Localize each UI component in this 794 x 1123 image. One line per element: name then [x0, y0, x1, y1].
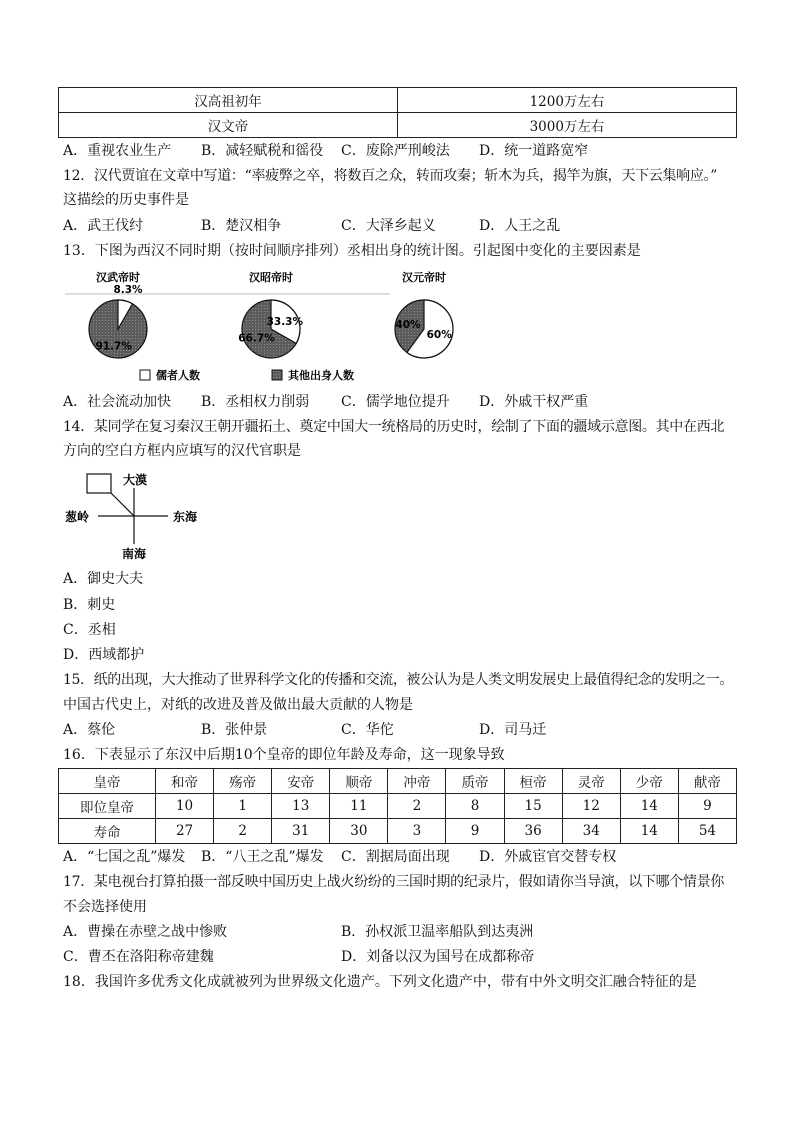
- option-d[interactable]: D．西域都护: [63, 647, 145, 663]
- legend-confucian-label: 儒者人数: [156, 369, 200, 382]
- option-d[interactable]: D．刘备以汉为国号在成都称帝: [341, 949, 535, 965]
- q15-stem-line2: 中国古代史上，对纸的改进及普及做出最大贡献的人物是: [63, 697, 413, 713]
- option-c[interactable]: C．儒学地位提升: [341, 394, 450, 410]
- pie-label-other: 91.7%: [95, 340, 132, 353]
- pie-label-other: 40%: [395, 318, 421, 331]
- option-d[interactable]: D．外戚宦官交替专权: [479, 849, 617, 865]
- pie-title: 汉武帝时: [96, 271, 140, 284]
- table-header-cell: 灵帝: [562, 769, 620, 794]
- table-cell: 汉高祖初年: [59, 88, 398, 113]
- option-c[interactable]: C．废除严刑峻法: [341, 143, 450, 159]
- table-cell: 14: [620, 819, 678, 844]
- east-label: 东海: [173, 510, 198, 524]
- table-cell: 9: [446, 819, 504, 844]
- table-cell: 寿命: [59, 819, 156, 844]
- q11-options: [63, 141, 743, 161]
- option-b[interactable]: B．刺史: [63, 597, 116, 613]
- table-row: [59, 113, 737, 138]
- table-cell: 即位皇帝: [59, 794, 156, 819]
- table-cell: 2: [388, 794, 446, 819]
- population-table: [58, 87, 737, 138]
- option-b[interactable]: B．孙权派卫温率船队到达夷洲: [341, 924, 534, 940]
- option-b[interactable]: B．丞相权力削弱: [201, 394, 310, 410]
- q12-stem-line1: 12．汉代贾谊在文章中写道：“率疲弊之卒，将数百之众，转而攻秦；斩木为兵，揭竿为旗，天下云集响应。”: [63, 168, 718, 184]
- pie-title: 汉元帝时: [402, 271, 446, 284]
- table-cell: 13: [272, 794, 330, 819]
- q13-stem: 13．下图为西汉不同时期（按时间顺序排列）丞相出身的统计图。引起图中变化的主要因素是: [63, 243, 641, 259]
- table-row: [59, 819, 737, 844]
- table-cell: 14: [620, 794, 678, 819]
- option-b[interactable]: B．减轻赋税和徭役: [201, 143, 324, 159]
- q14-stem-line2: 方向的空白方框内应填写的汉代官职是: [63, 443, 301, 459]
- table-cell: 31: [272, 819, 330, 844]
- table-header-cell: 质帝: [446, 769, 504, 794]
- west-label: 葱岭: [65, 510, 90, 524]
- table-header-cell: 和帝: [156, 769, 214, 794]
- table-header-cell: 冲帝: [388, 769, 446, 794]
- option-b[interactable]: B．楚汉相争: [201, 218, 282, 234]
- northwest-line: [111, 493, 134, 516]
- table-cell: 3000万左右: [398, 113, 737, 138]
- legend-swatch-other: [272, 370, 282, 380]
- territory-diagram: [60, 468, 220, 566]
- table-cell: 36: [504, 819, 562, 844]
- table-cell: 2: [214, 819, 272, 844]
- option-d[interactable]: D．人王之乱: [479, 218, 561, 234]
- table-cell: 汉文帝: [59, 113, 398, 138]
- option-c[interactable]: C．华佗: [341, 722, 394, 738]
- table-header-cell: 安帝: [272, 769, 330, 794]
- table-cell: 27: [156, 819, 214, 844]
- table-row: [59, 88, 737, 113]
- q17-options-row2: [63, 947, 743, 967]
- q14-stem-line1: 14．某同学在复习秦汉王朝开疆拓土、奠定中国大一统格局的历史时，绘制了下面的疆域示意图。其中在西北: [63, 419, 725, 435]
- q12-stem-line2: 这描绘的历史事件是: [63, 192, 189, 208]
- pie-label-confucian: 60%: [426, 328, 452, 341]
- table-cell: 3: [388, 819, 446, 844]
- table-cell: 8: [446, 794, 504, 819]
- table-cell: 9: [678, 794, 736, 819]
- table-cell: 12: [562, 794, 620, 819]
- pie-label-confucian: 8.3%: [113, 284, 143, 296]
- table-header-cell: 献帝: [678, 769, 736, 794]
- table-header-cell: 桓帝: [504, 769, 562, 794]
- q16-options: [63, 847, 743, 867]
- blank-box: [87, 474, 111, 493]
- table-header-row: [59, 769, 737, 794]
- south-label: 南海: [122, 547, 147, 561]
- legend-other-label: 其他出身人数: [288, 369, 354, 382]
- option-b[interactable]: B．“八王之乱”爆发: [201, 849, 324, 865]
- q15-stem-line1: 15．纸的出现，大大推动了世界科学文化的传播和交流，被公认为是人类文明发展史上最值得纪念的发明之一。: [63, 672, 733, 688]
- option-a[interactable]: A．“七国之乱”爆发: [63, 849, 186, 865]
- option-b[interactable]: B．张仲景: [201, 722, 268, 738]
- emperor-table: [58, 768, 737, 844]
- q17-stem-line2: 不会选择使用: [63, 899, 147, 915]
- table-cell: 54: [678, 819, 736, 844]
- option-c[interactable]: C．割据局面出现: [341, 849, 450, 865]
- option-c[interactable]: C．曹丕在洛阳称帝建魏: [63, 949, 214, 965]
- table-header-cell: 少帝: [620, 769, 678, 794]
- option-c[interactable]: C．大泽乡起义: [341, 218, 436, 234]
- q17-stem-line1: 17．某电视台打算拍摄一部反映中国历史上战火纷纷的三国时期的纪录片，假如请你当导演，以下哪个情景你: [63, 874, 725, 890]
- option-d[interactable]: D．统一道路宽窄: [479, 143, 589, 159]
- table-cell: 15: [504, 794, 562, 819]
- table-header-cell: 顺帝: [330, 769, 388, 794]
- q12-options: [63, 216, 743, 236]
- table-cell: 1200万左右: [398, 88, 737, 113]
- pie-title: 汉昭帝时: [249, 271, 293, 284]
- table-row: [59, 794, 737, 819]
- option-a[interactable]: A．武王伐纣: [63, 218, 144, 234]
- table-cell: 11: [330, 794, 388, 819]
- pie-label-other: 66.7%: [238, 332, 275, 345]
- q13-options: [63, 392, 743, 412]
- q17-options-row1: [63, 922, 743, 942]
- table-cell: 1: [214, 794, 272, 819]
- option-a[interactable]: A．社会流动加快: [63, 394, 172, 410]
- q18-stem: 18．我国许多优秀文化成就被列为世界级文化遗产。下列文化遗产中，带有中外文明交汇融合特征的是: [63, 974, 697, 990]
- table-cell: 10: [156, 794, 214, 819]
- table-header-cell: 皇帝: [59, 769, 156, 794]
- table-cell: 34: [562, 819, 620, 844]
- q15-options: [63, 720, 743, 740]
- pies-group: [89, 270, 453, 358]
- pie-label-confucian: 33.3%: [266, 316, 304, 329]
- option-d[interactable]: D．外戚干权严重: [479, 394, 589, 410]
- pie-chart-figure: [60, 266, 460, 388]
- option-a[interactable]: A．重视农业生产: [63, 143, 172, 159]
- legend-swatch-confucian: [140, 370, 150, 380]
- option-c[interactable]: C．丞相: [63, 622, 116, 638]
- option-a[interactable]: A．御史大夫: [63, 571, 144, 587]
- north-label: 大漠: [123, 473, 148, 487]
- option-a[interactable]: A．曹操在赤壁之战中惨败: [63, 924, 228, 940]
- q16-stem: 16．下表显示了东汉中后期10个皇帝的即位年龄及寿命，这一现象导致: [63, 747, 505, 763]
- option-a[interactable]: A．蔡伦: [63, 722, 116, 738]
- table-cell: 30: [330, 819, 388, 844]
- option-d[interactable]: D．司马迁: [479, 722, 547, 738]
- table-header-cell: 殇帝: [214, 769, 272, 794]
